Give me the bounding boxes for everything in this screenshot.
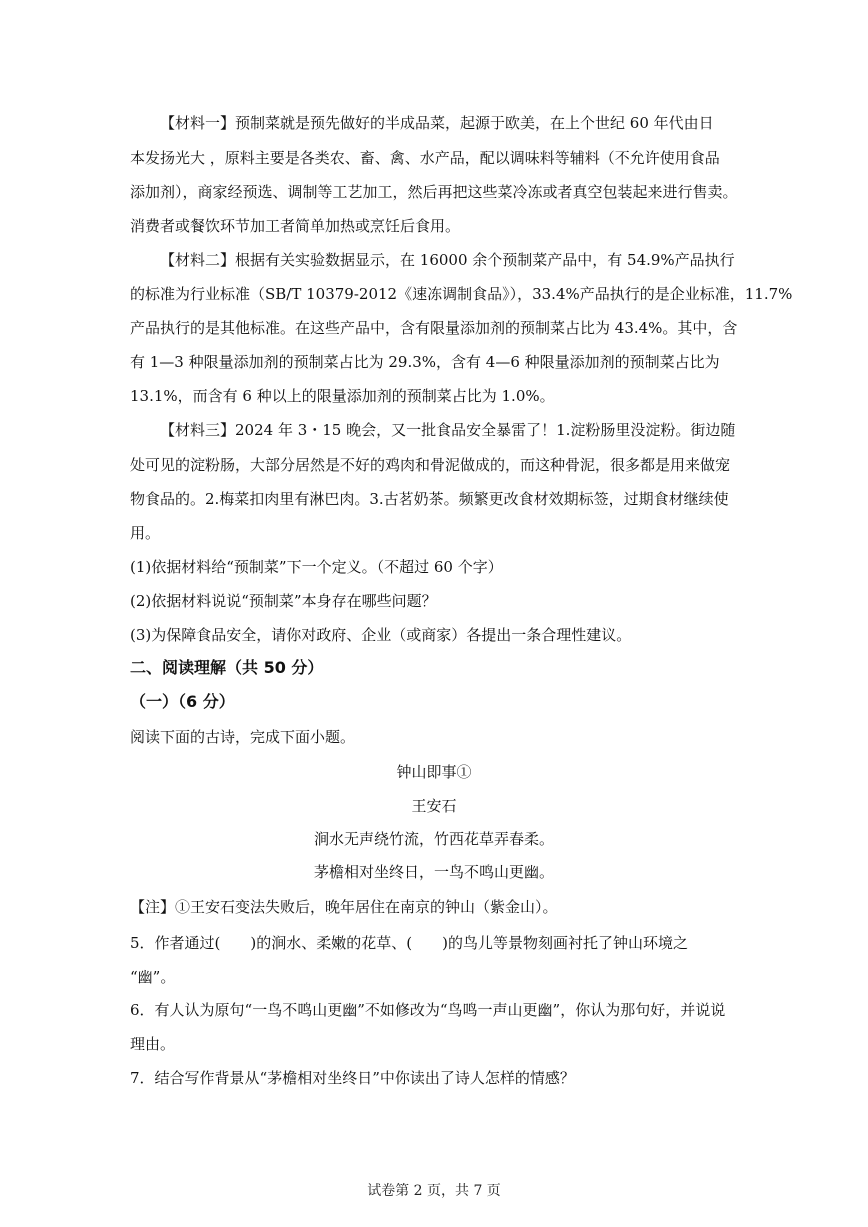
section-title: 二、阅读理解（共 50 分）	[130, 658, 324, 677]
poem-author: 王安石	[411, 797, 457, 815]
poem-line-1: 涧水无声绕竹流，竹西花草弄春柔。	[313, 830, 554, 848]
material-3-line-3: 物食品的。2.梅菜扣肉里有淋巴肉。3.古茗奶茶。频繁更改食材效期标签，过期食材继续使	[130, 490, 729, 508]
poem-line-2: 茅檐相对坐终日，一鸟不鸣山更幽。	[313, 863, 554, 881]
question-1: (1)依据材料给“预制菜”下一个定义。（不超过 60 个字）	[130, 558, 503, 576]
question-6-line-1: 6．有人认为原句“一鸟不鸣山更幽”不如修改为“鸟鸣一声山更幽”，你认为那句好，并说说	[130, 1001, 726, 1019]
material-2-line-2: 的标准为行业标准（SB/T 10379-2012《速冻调制食品》），33.4%产品执行的是企业标准，11.7%	[130, 285, 793, 303]
poem-title: 钟山即事①	[396, 763, 472, 781]
material-2-line-1: 【材料二】根据有关实验数据显示，在 16000 余个预制菜产品中，有 54.9%产品执行	[160, 251, 735, 269]
material-2-line-5: 13.1%，而含有 6 种以上的限量添加剂的预制菜占比为 1.0%。	[130, 387, 555, 405]
material-1-line-1: 【材料一】预制菜就是预先做好的半成品菜，起源于欧美，在上个世纪 60 年代由日	[160, 114, 714, 132]
question-5-line-1: 5．作者通过( )的涧水、柔嫩的花草、( )的鸟儿等景物刻画衬托了钟山环境之	[130, 934, 688, 952]
question-5-line-2: “幽”。	[130, 968, 176, 986]
instruction: 阅读下面的古诗，完成下面小题。	[130, 728, 356, 746]
question-6-line-2: 理由。	[130, 1035, 176, 1053]
question-7: 7．结合写作背景从“茅檐相对坐终日”中你读出了诗人怎样的情感？	[130, 1069, 575, 1087]
page-footer: 试卷第 2 页，共 7 页	[367, 1183, 501, 1199]
material-3-line-4: 用。	[130, 524, 161, 542]
material-3-line-2: 处可见的淀粉肠，大部分居然是不好的鸡肉和骨泥做成的，而这种骨泥，很多都是用来做宠	[130, 456, 731, 474]
material-1-line-3: 添加剂），商家经预选、调制等工艺加工，然后再把这些菜冷冻或者真空包装起来进行售卖。	[130, 183, 738, 201]
material-1-line-4: 消费者或餐饮环节加工者简单加热或烹饪后食用。	[130, 217, 461, 235]
question-3: (3)为保障食品安全，请你对政府、企业（或商家）各提出一条合理性建议。	[130, 626, 632, 644]
material-2-line-4: 有 1—3 种限量添加剂的预制菜占比为 29.3%，含有 4—6 种限量添加剂的预制菜占比为	[130, 353, 720, 371]
material-3-line-1: 【材料三】2024 年 3・15 晚会，又一批食品安全暴雷了！1.淀粉肠里没淀粉。街边随	[160, 421, 736, 439]
poem-note: 【注】①王安石变法失败后，晚年居住在南京的钟山（紫金山）。	[130, 898, 558, 916]
material-1-line-2: 本发扬光大 ，原料主要是各类农、畜、禽、水产品，配以调味料等辅料（不允许使用食品	[130, 149, 720, 167]
subsection-title: （一）（6 分）	[130, 692, 235, 711]
question-2: (2)依据材料说说“预制菜”本身存在哪些问题？	[130, 592, 437, 610]
material-2-line-3: 产品执行的是其他标准。在这些产品中，含有限量添加剂的预制菜占比为 43.4%。其中，含	[130, 319, 738, 337]
